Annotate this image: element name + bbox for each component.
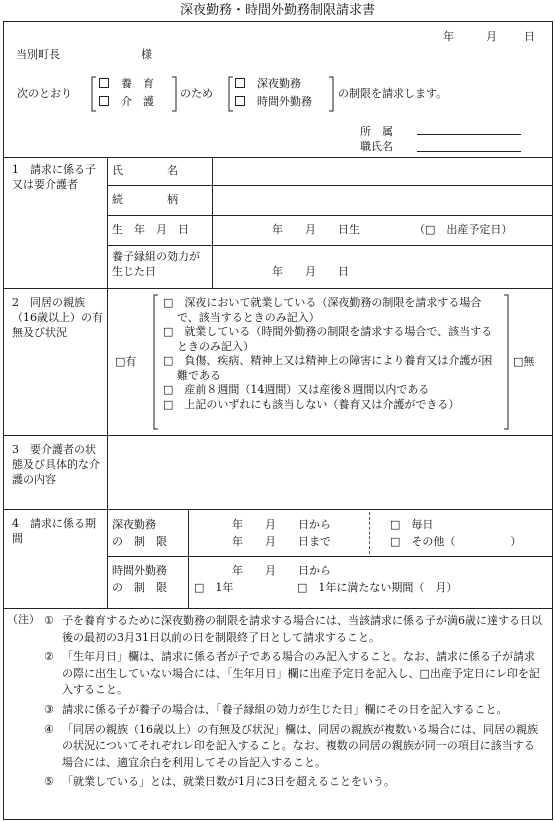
note-item [44, 649, 544, 699]
note-number: ② [44, 650, 54, 664]
divider [3, 509, 552, 510]
cohabitant-option-list [163, 296, 503, 412]
option-night-work[interactable] [235, 77, 301, 92]
adoption-value[interactable]: 年 月 日 [272, 265, 349, 278]
section1-label: 1 請求に係る子又は要介護者 [12, 163, 96, 191]
divider [107, 556, 552, 557]
note-number: ④ [44, 722, 54, 736]
divider [107, 215, 552, 216]
note-number: ⑤ [44, 775, 54, 789]
cohabitant-no-checkbox[interactable]: □無 [513, 355, 535, 368]
note-text: 「生年月日」欄は、請求に係る者が子である場合のみ記入すること。なお、請求に係る子が請求の際に出生していない場合には、「生年月日」欄に出産予定日を記入し、□出産予定日にレ印を記入すること。 [62, 650, 540, 697]
relation-row-label: 続 柄 [112, 193, 178, 206]
checkbox[interactable] [235, 78, 245, 88]
adoption-row-label: 養子縁組の効力が生じた日 [112, 250, 200, 278]
note-number: ① [44, 614, 54, 627]
affiliation-field[interactable] [417, 134, 521, 135]
dob-value[interactable]: 年 月 日生 [272, 223, 360, 236]
option-nursing[interactable] [99, 95, 154, 110]
notes-heading: （注） [7, 613, 40, 626]
cohabitant-option[interactable]: □ 上記のいずれにも該当しない（養育又は介護ができる） [163, 397, 460, 411]
divider [107, 157, 108, 608]
honorific: 様 [141, 48, 152, 61]
one-year-checkbox[interactable]: □ 1年 [194, 581, 234, 594]
cohabitant-yes-checkbox[interactable]: □有 [115, 355, 137, 368]
overtime-limit-label-1: 時間外勤務 [112, 564, 167, 577]
affiliation-label: 所 属 [360, 125, 393, 138]
note-item [44, 613, 544, 646]
name-row-label: 氏 名 [112, 164, 178, 177]
document-title: 深夜勤務・時間外勤務制限請求書 [179, 3, 375, 18]
name-field[interactable] [417, 151, 521, 152]
cohabitant-option[interactable]: □ 負傷、疾病、精神上又は精神上の障害により養育又は介護が困難である [163, 354, 493, 382]
section2-label: 2 同居の親族（16歳以上）の有無及び状況 [12, 296, 103, 339]
request-prefix: 次のとおり [17, 87, 72, 100]
name-row-field[interactable] [214, 158, 550, 184]
night-from-date[interactable]: 年 月 日から [232, 518, 331, 531]
care-details-field[interactable] [109, 437, 550, 507]
other-checkbox[interactable]: □ その他（ ） [390, 535, 522, 548]
night-to-date[interactable]: 年 月 日まで [232, 535, 331, 548]
cohabitant-option[interactable]: □ 就業している（時間外勤務の制限を請求する場合で、該当するときのみ記入） [163, 325, 493, 353]
every-day-checkbox[interactable]: □ 毎日 [390, 518, 434, 531]
divider [3, 435, 552, 436]
option-overtime-label: 時間外勤務 [257, 95, 312, 108]
checkbox[interactable] [99, 96, 109, 106]
note-text: 子を養育するために深夜勤務の制限を請求する場合には、当該請求に係る子が満6歳に達する日以後の最初の3月31日以前の日を制限終了日として請求すること。 [62, 614, 542, 644]
note-item [44, 774, 544, 791]
note-text: 「就業している」とは、就業日数が1月に3日を超えることをいう。 [62, 775, 395, 789]
night-limit-label-2: の 制 限 [112, 535, 167, 548]
divider [369, 512, 370, 554]
notes-list [44, 613, 544, 791]
night-limit-label-1: 深夜勤務 [112, 518, 156, 531]
section4-label: 4 請求に係る期間 [12, 517, 96, 545]
divider [107, 245, 552, 246]
due-date-checkbox[interactable]: （□ 出産予定日） [414, 223, 513, 236]
option-night-label: 深夜勤務 [257, 77, 301, 90]
section3-label: 3 要介護者の状態及び具体的な介護の内容 [12, 443, 100, 486]
option-childcare-label: 養 育 [121, 77, 154, 90]
option-overtime[interactable] [235, 95, 312, 110]
overtime-from-date[interactable]: 年 月 日から [232, 564, 331, 577]
dob-row-label: 生 年 月 日 [112, 223, 189, 236]
divider [107, 185, 552, 186]
addressee: 当別町長 [16, 48, 60, 61]
note-text: 「同居の親族（16歳以上）の有無及び状況」欄は、同居の親族が複数いる場合には、同居の親族の状況についてそれぞれレ印を記入すること。なお、複数の同居の親族が同一の項目に該当する場合には、適宜余白を利用してその旨記入すること。 [62, 722, 538, 769]
request-middle: のため [180, 87, 213, 100]
name-label: 職氏名 [360, 140, 393, 153]
note-item [44, 722, 544, 772]
checkbox[interactable] [99, 78, 109, 88]
option-childcare[interactable] [99, 77, 154, 92]
overtime-limit-label-2: の 制 限 [112, 581, 167, 594]
relation-row-field[interactable] [214, 187, 550, 214]
cohabitant-option[interactable]: □ 深夜において就業している（深夜勤務の制限を請求する場合で、該当するときのみ記入） [163, 296, 482, 324]
cohabitant-option[interactable]: □ 産前８週間（14週間）又は産後８週間以内である [163, 383, 430, 396]
divider [3, 288, 552, 289]
date-year: 年 [443, 30, 454, 43]
divider [3, 608, 552, 609]
request-suffix: の制限を請求します。 [338, 87, 448, 100]
option-nursing-label: 介 護 [121, 95, 154, 108]
note-text: 請求に係る子が養子の場合は、「養子縁組の効力が生じた日」欄にその日を記入すること。 [62, 702, 508, 716]
date-day: 日 [524, 30, 535, 43]
note-item [44, 702, 544, 719]
divider [212, 157, 213, 288]
note-number: ③ [44, 702, 54, 716]
less-than-year-checkbox[interactable]: □ 1年に満たない期間（ 月） [297, 581, 458, 594]
checkbox[interactable] [235, 96, 245, 106]
date-month: 月 [486, 30, 497, 43]
divider [188, 509, 189, 608]
